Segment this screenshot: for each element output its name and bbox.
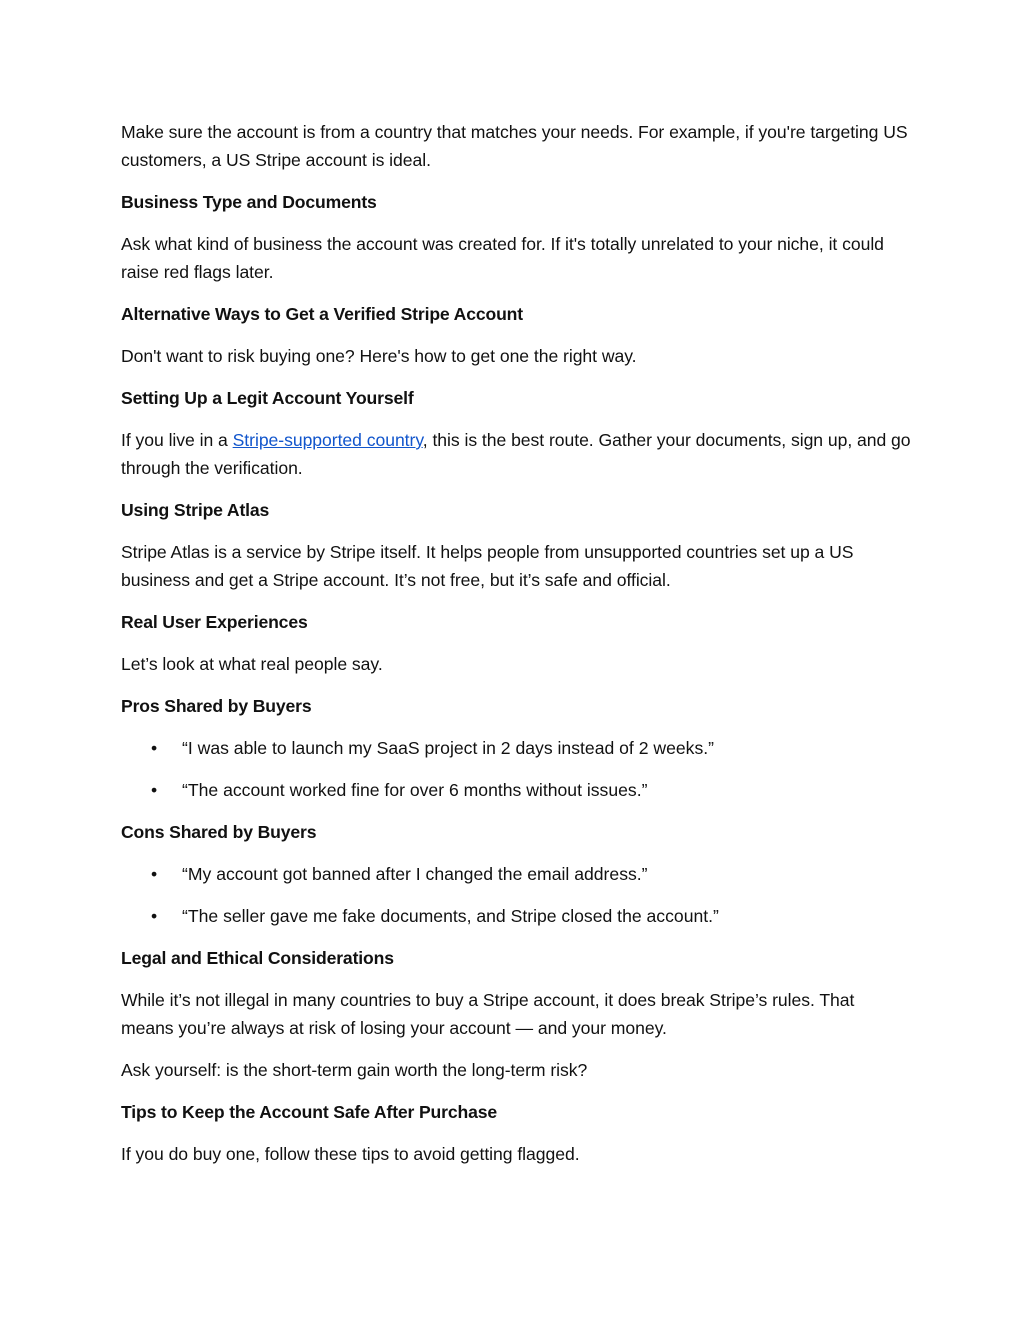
paragraph-business-type: Ask what kind of business the account was created for. If it's totally unrelated to your niche, it could raise red flags later. [121, 234, 884, 282]
heading-pros: Pros Shared by Buyers [121, 696, 312, 716]
paragraph-stripe-atlas: Stripe Atlas is a service by Stripe itself. It helps people from unsupported countries set up a US business and get a Stripe account. It’s not free, but it’s safe and official. [121, 542, 854, 590]
list-item-text: “The account worked fine for over 6 months without issues.” [182, 780, 648, 800]
paragraph-tips: If you do buy one, follow these tips to avoid getting flagged. [121, 1144, 580, 1164]
stripe-supported-country-link[interactable]: Stripe-supported country [232, 430, 423, 450]
bullet-icon: • [151, 780, 158, 800]
setup-text-before: If you live in a [121, 430, 233, 450]
heading-real-user-experiences: Real User Experiences [121, 612, 308, 632]
setup-text-after: , this is the best route. Gather your documents, sign up, and go through the verification. [121, 430, 911, 478]
list-item-text: “My account got banned after I changed the email address.” [182, 864, 648, 884]
heading-business-type: Business Type and Documents [121, 192, 377, 212]
list-item-text: “The seller gave me fake documents, and Stripe closed the account.” [182, 906, 719, 926]
paragraph-country-match: Make sure the account is from a country that matches your needs. For example, if you're targeting US customers, a US Stripe account is ideal. [121, 122, 908, 170]
heading-tips: Tips to Keep the Account Safe After Purchase [121, 1102, 497, 1122]
cons-list [121, 860, 911, 930]
list-item-text: “I was able to launch my SaaS project in 2 days instead of 2 weeks.” [182, 738, 714, 758]
document-page [121, 118, 911, 1182]
bullet-icon: • [151, 864, 158, 884]
list-item [121, 776, 911, 804]
heading-cons: Cons Shared by Buyers [121, 822, 317, 842]
list-item [121, 860, 911, 888]
list-item [121, 902, 911, 930]
paragraph-ask-yourself: Ask yourself: is the short-term gain worth the long-term risk? [121, 1060, 588, 1080]
heading-stripe-atlas: Using Stripe Atlas [121, 500, 270, 520]
list-item [121, 734, 911, 762]
heading-legal-ethical: Legal and Ethical Considerations [121, 948, 394, 968]
heading-setting-up: Setting Up a Legit Account Yourself [121, 388, 414, 408]
pros-list [121, 734, 911, 804]
paragraph-legal-ethical: While it’s not illegal in many countries to buy a Stripe account, it does break Stripe’s rules. That means you’re always at risk of losing your account — and your money. [121, 990, 855, 1038]
paragraph-alternative-ways: Don't want to risk buying one? Here's how to get one the right way. [121, 346, 637, 366]
paragraph-setting-up [121, 426, 911, 482]
bullet-icon: • [151, 906, 158, 926]
bullet-icon: • [151, 738, 158, 758]
paragraph-real-user-experiences: Let’s look at what real people say. [121, 654, 383, 674]
heading-alternative-ways: Alternative Ways to Get a Verified Stripe Account [121, 304, 523, 324]
